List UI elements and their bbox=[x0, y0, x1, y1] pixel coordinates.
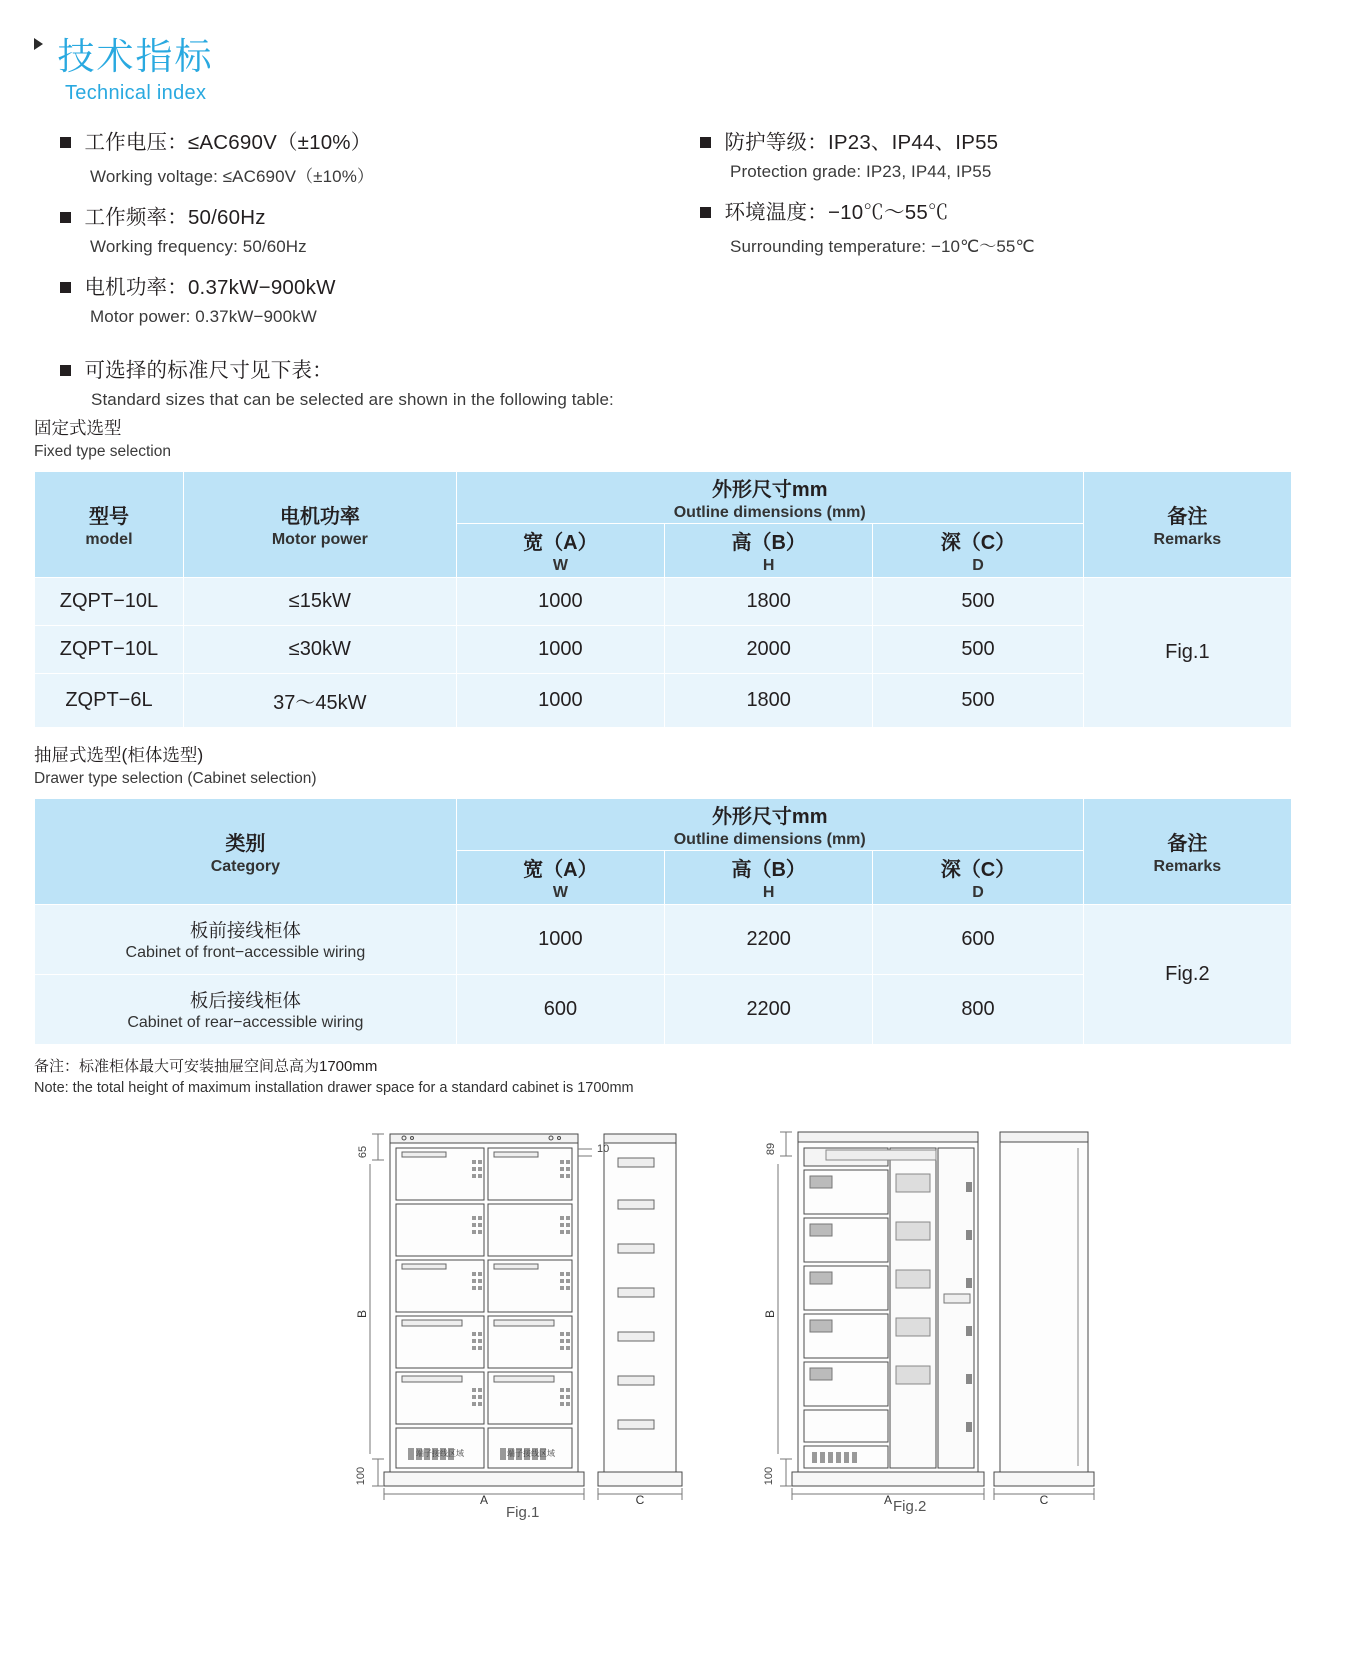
dim-C-fig1: C bbox=[635, 1493, 645, 1507]
cell-category-cn: 板前接线柜体 bbox=[189, 920, 301, 941]
header-motor-power-en: Motor power bbox=[271, 531, 368, 548]
figure-area bbox=[0, 1104, 1357, 1524]
header-depth-cn: 深（C） bbox=[940, 859, 1016, 881]
header-depth bbox=[873, 851, 1083, 905]
spec-item bbox=[60, 125, 680, 187]
header-outline-en: Outline dimensions (mm) bbox=[673, 831, 866, 848]
header-motor-power-cn: 电机功率 bbox=[279, 506, 360, 528]
square-bullet-icon bbox=[60, 365, 71, 376]
spec-label-en: Working voltage: ≤AC690V（±10%） bbox=[90, 167, 375, 186]
spec-item bbox=[700, 195, 1300, 257]
header-height-cn: 高（B） bbox=[731, 532, 806, 554]
spec-item-standard-sizes bbox=[60, 353, 960, 410]
square-bullet-icon bbox=[60, 137, 71, 148]
table1-caption-en: Fixed type selection bbox=[34, 443, 171, 460]
cell-remarks: Fig.1 bbox=[1083, 578, 1291, 728]
table-header-row bbox=[35, 472, 1292, 524]
table-row bbox=[35, 905, 1292, 975]
fig1-zone-right-label: 端子接线区域 bbox=[507, 1449, 555, 1458]
header-category-en: Category bbox=[210, 858, 281, 875]
table-row bbox=[35, 578, 1292, 626]
header-remarks-en: Remarks bbox=[1153, 858, 1222, 875]
dim-B-fig1: B bbox=[355, 1309, 369, 1319]
header-category-cn: 类别 bbox=[225, 833, 266, 855]
spec-list bbox=[0, 125, 1357, 415]
cell-depth: 500 bbox=[873, 626, 1083, 674]
header-depth-en: D bbox=[972, 557, 984, 574]
table1-caption bbox=[34, 415, 1357, 461]
cell-remarks: Fig.2 bbox=[1083, 905, 1291, 1045]
page-title: 技术指标 bbox=[57, 36, 214, 77]
page-header bbox=[0, 0, 1357, 105]
header-remarks-cn: 备注 bbox=[1167, 833, 1208, 855]
cell-height: 1800 bbox=[665, 578, 873, 626]
spec-label-en: Protection grade: IP23, IP44, IP55 bbox=[730, 162, 992, 181]
cell-power: ≤15kW bbox=[183, 578, 456, 626]
dim-100-fig1: 100 bbox=[355, 1466, 367, 1486]
header-depth bbox=[873, 524, 1083, 578]
square-bullet-icon bbox=[700, 207, 711, 218]
cell-height: 2200 bbox=[665, 905, 873, 975]
header-height bbox=[665, 524, 873, 578]
header-outline-dimensions bbox=[456, 472, 1083, 524]
header-outline-dimensions bbox=[456, 799, 1083, 851]
cell-height: 2000 bbox=[665, 626, 873, 674]
cell-category-en: Cabinet of front−accessible wiring bbox=[125, 944, 366, 961]
cell-model: ZQPT−10L bbox=[35, 578, 184, 626]
table2-caption-cn: 抽屉式选型(柜体选型) bbox=[34, 745, 204, 765]
header-model-cn: 型号 bbox=[88, 506, 129, 528]
spec-column-left bbox=[60, 125, 680, 340]
dim-89: 89 bbox=[765, 1142, 777, 1156]
spec-item bbox=[60, 270, 680, 327]
figure1-label: Fig.1 bbox=[506, 1504, 540, 1521]
header-model bbox=[35, 472, 184, 578]
header-depth-cn: 深（C） bbox=[940, 532, 1016, 554]
spec-label-cn: 工作频率：50/60Hz bbox=[84, 206, 266, 229]
table2-caption-en: Drawer type selection (Cabinet selection) bbox=[34, 770, 317, 787]
dim-65: 65 bbox=[357, 1145, 369, 1159]
spec-label-en: Motor power: 0.37kW−900kW bbox=[90, 307, 317, 326]
spec-label-cn: 防护等级：IP23、IP44、IP55 bbox=[724, 131, 999, 154]
header-category bbox=[35, 799, 457, 905]
table2-caption bbox=[34, 742, 1357, 788]
spec-label-cn: 工作电压：≤AC690V（±10%） bbox=[84, 131, 372, 154]
square-bullet-icon bbox=[60, 212, 71, 223]
table1-caption-cn: 固定式选型 bbox=[34, 418, 122, 438]
spec-label-cn: 环境温度：−10℃～55℃ bbox=[724, 201, 949, 224]
drawer-type-selection-table bbox=[34, 798, 1292, 1045]
spec-label-cn: 电机功率：0.37kW−900kW bbox=[84, 276, 336, 299]
dim-10: 10 bbox=[597, 1143, 610, 1155]
cell-width: 1000 bbox=[456, 626, 664, 674]
header-remarks-cn: 备注 bbox=[1167, 506, 1208, 528]
cell-depth: 500 bbox=[873, 578, 1083, 626]
header-outline-en: Outline dimensions (mm) bbox=[673, 504, 866, 521]
header-height-en: H bbox=[762, 884, 775, 901]
cell-height: 2200 bbox=[665, 975, 873, 1045]
spec-label-en: Standard sizes that can be selected are shown in the following table: bbox=[91, 390, 614, 409]
note-cn: 备注：标准柜体最大可安装抽屉空间总高为1700mm bbox=[34, 1058, 378, 1075]
spec-label-en: Working frequency: 50/60Hz bbox=[90, 237, 307, 256]
dim-A-fig2: A bbox=[883, 1493, 893, 1507]
cabinet-drawings bbox=[0, 1104, 1357, 1524]
header-height bbox=[665, 851, 873, 905]
page-subtitle: Technical index bbox=[65, 82, 207, 104]
dim-A-fig1: A bbox=[479, 1493, 489, 1507]
dim-B-fig2: B bbox=[763, 1309, 777, 1319]
table-note bbox=[34, 1055, 1357, 1096]
header-motor-power bbox=[183, 472, 456, 578]
cell-category bbox=[35, 975, 457, 1045]
header-height-cn: 高（B） bbox=[731, 859, 806, 881]
spec-item bbox=[60, 200, 680, 257]
cell-model: ZQPT−10L bbox=[35, 626, 184, 674]
cell-power: 37～45kW bbox=[183, 674, 456, 728]
figure2-label: Fig.2 bbox=[893, 1498, 927, 1515]
cell-width: 1000 bbox=[456, 674, 664, 728]
cell-depth: 500 bbox=[873, 674, 1083, 728]
cell-depth: 600 bbox=[873, 905, 1083, 975]
triangle-bullet-icon bbox=[34, 38, 43, 50]
header-width bbox=[456, 524, 664, 578]
cell-power: ≤30kW bbox=[183, 626, 456, 674]
header-remarks bbox=[1083, 472, 1291, 578]
note-en: Note: the total height of maximum installation drawer space for a standard cabinet is 1700mm bbox=[34, 1080, 634, 1096]
header-outline-cn: 外形尺寸mm bbox=[711, 479, 828, 501]
header-remarks-en: Remarks bbox=[1153, 531, 1222, 548]
spec-column-right bbox=[700, 125, 1300, 270]
table-header-row bbox=[35, 799, 1292, 851]
cell-width: 600 bbox=[456, 975, 664, 1045]
fig1-zone-left-label: 端子接线区域 bbox=[416, 1449, 464, 1458]
header-remarks bbox=[1083, 799, 1291, 905]
cell-category bbox=[35, 905, 457, 975]
fixed-type-selection-table bbox=[34, 471, 1292, 728]
cell-depth: 800 bbox=[873, 975, 1083, 1045]
header-width-cn: 宽（A） bbox=[523, 859, 598, 881]
spec-label-cn: 可选择的标准尺寸见下表： bbox=[84, 359, 333, 382]
header-width-en: W bbox=[552, 884, 568, 901]
cell-width: 1000 bbox=[456, 905, 664, 975]
header-height-en: H bbox=[762, 557, 775, 574]
spec-item bbox=[700, 125, 1300, 182]
cell-category-en: Cabinet of rear−accessible wiring bbox=[127, 1014, 364, 1031]
cell-width: 1000 bbox=[456, 578, 664, 626]
header-model-en: model bbox=[85, 531, 133, 548]
header-width-cn: 宽（A） bbox=[523, 532, 598, 554]
square-bullet-icon bbox=[700, 137, 711, 148]
header-depth-en: D bbox=[972, 884, 984, 901]
square-bullet-icon bbox=[60, 282, 71, 293]
spec-label-en: Surrounding temperature: −10℃～55℃ bbox=[730, 237, 1035, 256]
header-width-en: W bbox=[552, 557, 568, 574]
cell-height: 1800 bbox=[665, 674, 873, 728]
header-width bbox=[456, 851, 664, 905]
dim-100-fig2: 100 bbox=[763, 1466, 775, 1486]
header-outline-cn: 外形尺寸mm bbox=[711, 806, 828, 828]
cell-model: ZQPT−6L bbox=[35, 674, 184, 728]
dim-C-fig2: C bbox=[1039, 1493, 1049, 1507]
cell-category-cn: 板后接线柜体 bbox=[189, 990, 301, 1011]
